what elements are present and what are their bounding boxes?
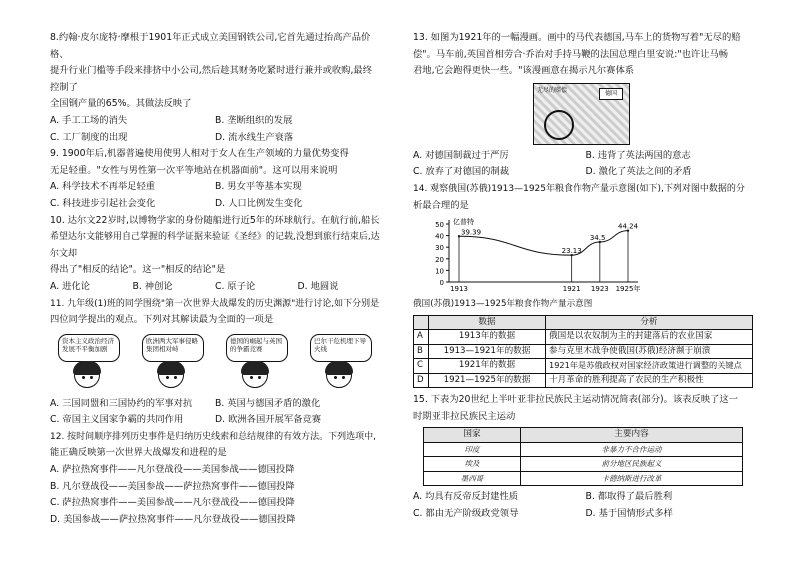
- q8-stem-1: 8.约翰·皮尔庞特·摩根于1901年正式成立美国钢铁公司,它首先通过抬高产品价格、: [50, 32, 371, 60]
- q15-row-country: 印度: [424, 442, 521, 457]
- question-15: [413, 392, 758, 522]
- data-label: 44.24: [618, 222, 639, 231]
- q12-option-b[interactable]: B. 凡尔登战役——美国参战——萨拉热窝事件——德国投降: [50, 480, 295, 492]
- student-avatar-4: [326, 362, 352, 388]
- q11-stem-2: 四位同学提出的观点。下列对其解读最为全面的一项是: [50, 314, 274, 326]
- table-row[interactable]: [414, 330, 753, 345]
- question-10: [50, 213, 380, 296]
- question-14: [413, 181, 758, 388]
- q15-row-country: 埃及: [424, 457, 521, 472]
- table-row[interactable]: [414, 344, 753, 359]
- cartoon-wheel-icon: [544, 110, 574, 140]
- q9-stem-1: 9. 1900年后,机器普遍使用使男人相对于女人在生产领域的力量优势变得: [50, 148, 349, 160]
- question-8: [50, 30, 380, 146]
- y-tick-label: 30: [435, 244, 444, 253]
- q11-students-illustration: [50, 332, 380, 392]
- q14-chart-caption: 俄国(苏俄)1913—1925年粮食作物产量示意图: [413, 299, 593, 310]
- q10-option-b[interactable]: B. 神创论: [132, 280, 173, 292]
- q11-option-b[interactable]: B. 英国与德国矛盾的激化: [215, 397, 321, 409]
- q15-table-header: [424, 428, 743, 443]
- q14-table: [413, 315, 753, 389]
- table-row[interactable]: [424, 457, 743, 472]
- q11-option-c[interactable]: C. 帝国主义国家争霸的共同作用: [50, 414, 184, 426]
- speech-bubble-1: 资本主义政治经济发展不平衡加剧: [58, 334, 120, 362]
- q15-options: [413, 489, 758, 522]
- q14-row-analysis: 十月革命的胜利提高了农民的生产积极性: [546, 373, 753, 388]
- q8-option-d[interactable]: D. 流水线生产衰落: [215, 131, 294, 143]
- q13-stem-3: 君地,它会跑得更快一些。"该漫画意在揭示凡尔赛体系: [413, 65, 635, 77]
- grain-output-chart: [423, 216, 653, 294]
- q10-option-d[interactable]: D. 地圆说: [297, 280, 339, 292]
- x-tick-label: 1921: [562, 285, 581, 294]
- q15-row-content: 前分地区民族起义: [521, 457, 743, 472]
- q14-row-data: 1921年的数据: [429, 359, 546, 374]
- q8-stem-3: 全国钢产量的65%。其做法反映了: [50, 98, 192, 110]
- q15-th-country: 国家: [424, 428, 521, 443]
- q12-stem-2: 能正确反映第一次世界大战爆发和进程的是: [50, 447, 227, 459]
- q15-row-content: 卡德纳斯进行改革: [521, 471, 743, 486]
- q14-row-letter: C: [414, 359, 429, 374]
- q13-option-b[interactable]: B. 违背了英法两国的意志: [585, 149, 691, 161]
- q10-stem-3: 得出了"相反的结论"。这一"相反的结论"是: [50, 264, 226, 276]
- q10-options: [50, 279, 380, 296]
- cartoon-sign: 德国: [599, 88, 623, 100]
- q15-table: [423, 427, 743, 486]
- x-tick-label: 1923: [590, 285, 609, 294]
- q15-stem-1: 15. 下表为20世纪上半叶亚非拉民族民主运动情况简表(部分)。该表反映了这一: [413, 394, 739, 406]
- q14-row-letter: A: [414, 330, 429, 345]
- q9-options: [50, 179, 380, 212]
- question-11: [50, 296, 380, 429]
- x-tick-label: 1925年: [615, 285, 641, 294]
- q15-row-content: 非暴力不合作运动: [521, 442, 743, 457]
- q14-row-data: 1913年的数据: [429, 330, 546, 345]
- q10-option-a[interactable]: A. 进化论: [50, 280, 90, 292]
- q8-option-b[interactable]: B. 垄断组织的发展: [215, 114, 293, 126]
- q13-option-a[interactable]: A. 对德国制裁过于严厉: [413, 149, 509, 161]
- question-13: [413, 30, 758, 181]
- q15-option-b[interactable]: B. 都取得了最后胜利: [585, 491, 673, 503]
- q13-option-d[interactable]: D. 激化了英法之间的矛盾: [585, 166, 692, 178]
- q14-row-analysis: 参与克里木战争使俄国(苏俄)经济濒于崩溃: [546, 344, 753, 359]
- q8-stem-2: 提升行业门槛等手段来排挤中小公司,然后趁其财务吃紧时进行兼并或收购,最终控制了: [50, 65, 373, 93]
- student-avatar-1: [74, 362, 100, 388]
- q15-stem-2: 时期亚非拉民族民主运动: [413, 410, 516, 422]
- left-column: [50, 30, 380, 528]
- q15-row-country: 墨西哥: [424, 471, 521, 486]
- speech-bubble-2: 欧洲两大军事侵略集团相对峙: [142, 334, 204, 362]
- y-tick-label: 10: [435, 267, 444, 276]
- q14-stem-1: 14. 观察俄国(苏俄)1913—1925年粮食作物产量示意图(如下),下列对图中数据的分: [413, 183, 745, 194]
- speech-bubble-4: 巴尔干危机埋下导火线: [310, 334, 372, 362]
- q14-chart: [423, 216, 758, 294]
- student-avatar-3: [242, 362, 268, 388]
- q9-option-c[interactable]: C. 科技进步引起社会变化: [50, 197, 156, 209]
- right-column: [413, 30, 758, 523]
- x-tick-label: 1913: [450, 285, 468, 294]
- data-label: 39.39: [461, 228, 482, 237]
- q15-option-c[interactable]: C. 都由无产阶级政党领导: [413, 508, 519, 520]
- student-avatar-2: [158, 362, 184, 388]
- question-9: [50, 146, 380, 212]
- q9-stem-2: 无足轻重。"女性与男性第一次平等地站在机器面前"。这可以用来说明: [50, 164, 338, 176]
- q13-stem-2: 偿"。马车前,英国首相劳合·乔治对手持马鞭的法国总理白里安说:"也许让马畅: [413, 48, 729, 60]
- q14-row-data: 1921—1925年的数据: [429, 373, 546, 388]
- q10-stem-1: 10. 达尔文22岁时,以博物学家的身份随船进行近5年的环球航行。在航行前,船长: [50, 214, 380, 226]
- q12-stem-1: 12. 按时间顺序排列历史事件是归纳历史线索和总结规律的有效方法。下列选项中,: [50, 431, 377, 442]
- q14-row-analysis: 1921年是苏俄政权对国家经济政策进行调整的关键点: [546, 359, 753, 374]
- q13-stem-1: 13. 如图为1921年的一幅漫画。画中的马代表德国,马车上的货物写着"无尽的赔: [413, 32, 741, 43]
- y-tick-label: 0: [439, 279, 444, 288]
- q8-options: [50, 113, 380, 146]
- q12-option-c[interactable]: C. 萨拉热窝事件——美国参战——凡尔登战役——德国投降: [50, 497, 295, 509]
- question-12: [50, 429, 380, 529]
- y-tick-label: 20: [435, 255, 444, 264]
- q15-option-d[interactable]: D. 基于国情形式多样: [585, 508, 673, 520]
- q11-stem-1: 11. 九年级(1)班的同学围绕"第一次世界大战爆发的历史渊源"进行讨论,如下分别是: [50, 298, 380, 309]
- q9-option-b[interactable]: B. 男女平等基本实现: [215, 181, 302, 193]
- q15-th-content: 主要内容: [521, 428, 743, 443]
- q9-option-a[interactable]: A. 科学技术不再举足轻重: [50, 181, 156, 193]
- q11-option-d[interactable]: D. 欧洲各国开展军备竞赛: [215, 414, 322, 426]
- q11-options: [50, 396, 380, 429]
- q9-option-d[interactable]: D. 人口比例发生变化: [215, 197, 303, 209]
- q10-stem-2: 希望达尔文能够用自己掌握的科学证据来验证《圣经》的记载,没想到旅行结束后,达尔文却: [50, 232, 380, 259]
- data-label: 34.5: [589, 234, 606, 243]
- q14-th-data: 数据: [429, 315, 546, 330]
- q14-th-analysis: 分析: [546, 315, 753, 330]
- q12-option-a[interactable]: A. 萨拉热窝事件——凡尔登战役——美国参战——德国投降: [50, 464, 295, 476]
- q14-stem-2: 析最合理的是: [413, 199, 469, 211]
- q13-cartoon-image: [533, 83, 630, 145]
- table-row[interactable]: [414, 373, 753, 388]
- q11-option-a[interactable]: A. 三国同盟和三国协约的军事对抗: [50, 397, 193, 409]
- q8-option-c[interactable]: C. 工厂制度的出现: [50, 131, 128, 143]
- q13-option-c[interactable]: C. 放弃了对德国的制裁: [413, 166, 510, 178]
- y-tick-label: 50: [435, 221, 444, 230]
- q12-option-d[interactable]: D. 美国参战——萨拉热窝事件——凡尔登战役——德国投降: [50, 513, 296, 525]
- q14-th-letter: [414, 315, 429, 330]
- y-tick-label: 40: [435, 232, 444, 241]
- y-axis-label: 亿普特: [453, 218, 474, 227]
- q14-row-letter: D: [414, 373, 429, 388]
- table-row[interactable]: [414, 359, 753, 374]
- q14-table-header: [414, 315, 753, 330]
- q14-row-analysis: 俄国是以农奴制为主的封建落后的农业国家: [546, 330, 753, 345]
- q10-option-c[interactable]: C. 原子论: [215, 280, 256, 292]
- q15-option-a[interactable]: A. 均具有反帝反封建性质: [413, 491, 519, 503]
- speech-bubble-3: 德国的崛起与英国的争霸竞赛: [226, 334, 288, 362]
- cartoon-cargo-label: 无尽的赔偿: [537, 86, 568, 94]
- data-label: 23.13: [561, 247, 582, 256]
- table-row[interactable]: [424, 471, 743, 486]
- data-point: [458, 235, 460, 237]
- table-row[interactable]: [424, 442, 743, 457]
- q14-row-letter: B: [414, 344, 429, 359]
- q13-options: [413, 148, 758, 181]
- q14-row-data: 1913—1921年的数据: [429, 344, 546, 359]
- q8-option-a[interactable]: A. 手工工场的消失: [50, 114, 128, 126]
